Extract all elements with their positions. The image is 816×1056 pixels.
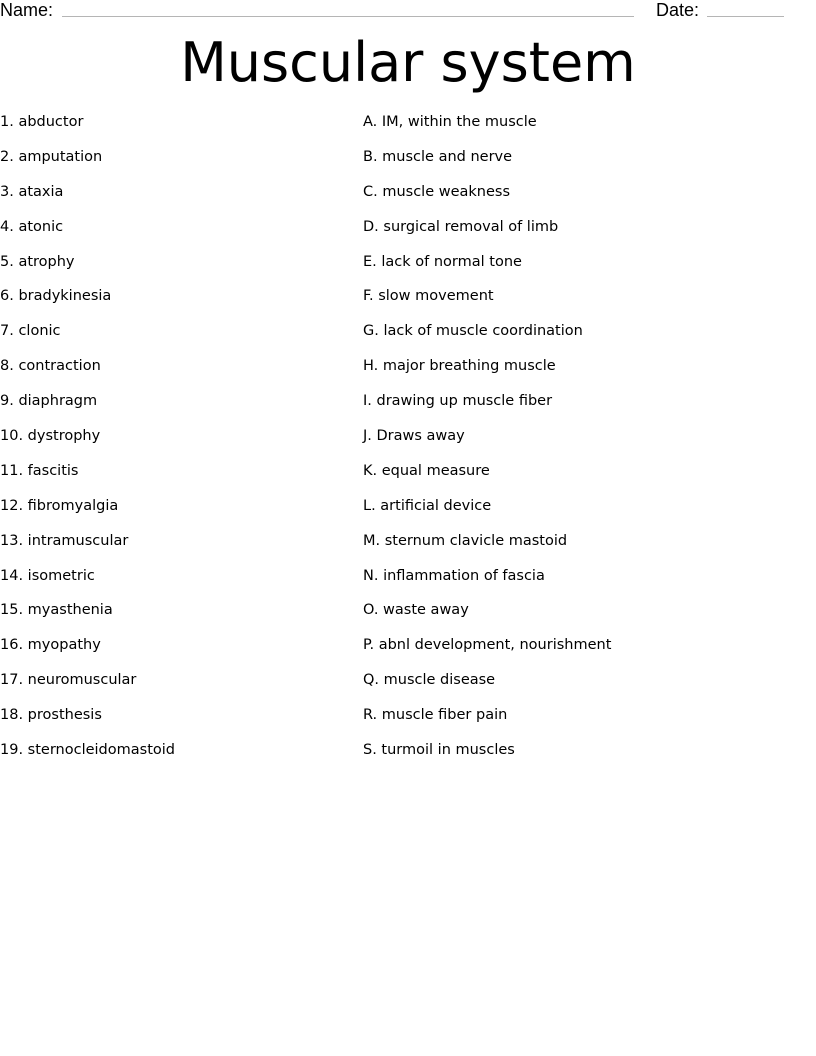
definition-item: P. abnl development, nourishment xyxy=(363,637,612,654)
date-blank-line xyxy=(707,16,784,17)
term-item: 12. fibromyalgia xyxy=(0,497,119,514)
term-item: 13. intramuscular xyxy=(0,532,129,549)
definition-item: C. muscle weakness xyxy=(363,183,511,200)
definition-item: B. muscle and nerve xyxy=(363,148,513,165)
definition-item: I. drawing up muscle fiber xyxy=(363,393,553,410)
header-row xyxy=(0,0,816,22)
definition-item: F. slow movement xyxy=(363,288,494,305)
definitions-list xyxy=(363,110,611,773)
definition-item: J. Draws away xyxy=(363,428,465,445)
term-item: 19. sternocleidomastoid xyxy=(0,742,175,759)
definition-item: A. IM, within the muscle xyxy=(363,114,537,130)
term-item: 15. myasthenia xyxy=(0,602,113,619)
term-item: 2. amputation xyxy=(0,148,103,165)
term-item: 16. myopathy xyxy=(0,637,101,654)
page-title: Muscular system xyxy=(180,31,636,94)
definition-item: S. turmoil in muscles xyxy=(363,742,515,759)
term-item: 17. neuromuscular xyxy=(0,672,137,689)
name-label: Name: xyxy=(0,0,54,20)
term-item: 3. ataxia xyxy=(0,183,64,200)
term-item: 5. atrophy xyxy=(0,253,75,270)
definition-item: E. lack of normal tone xyxy=(363,253,522,270)
term-item: 7. clonic xyxy=(0,323,61,340)
term-item: 6. bradykinesia xyxy=(0,288,112,305)
date-label: Date: xyxy=(656,0,700,20)
terms-list xyxy=(0,110,175,773)
definition-item: N. inflammation of fascia xyxy=(363,567,545,584)
definition-item: L. artificial device xyxy=(363,497,492,514)
term-item: 10. dystrophy xyxy=(0,428,101,445)
definition-item: H. major breathing muscle xyxy=(363,358,556,375)
term-item: 14. isometric xyxy=(0,567,95,584)
definition-item: D. surgical removal of limb xyxy=(363,218,559,235)
definition-item: M. sternum clavicle mastoid xyxy=(363,532,568,549)
term-item: 9. diaphragm xyxy=(0,393,98,410)
definition-item: K. equal measure xyxy=(363,462,490,479)
term-item: 8. contraction xyxy=(0,358,101,375)
term-item: 18. prosthesis xyxy=(0,707,102,724)
definition-item: Q. muscle disease xyxy=(363,672,496,689)
definition-item: R. muscle fiber pain xyxy=(363,707,508,724)
term-item: 11. fascitis xyxy=(0,462,79,479)
term-item: 4. atonic xyxy=(0,218,64,235)
definition-item: G. lack of muscle coordination xyxy=(363,323,583,340)
term-item: 1. abductor xyxy=(0,114,84,130)
name-blank-line xyxy=(62,16,634,17)
definition-item: O. waste away xyxy=(363,602,469,619)
